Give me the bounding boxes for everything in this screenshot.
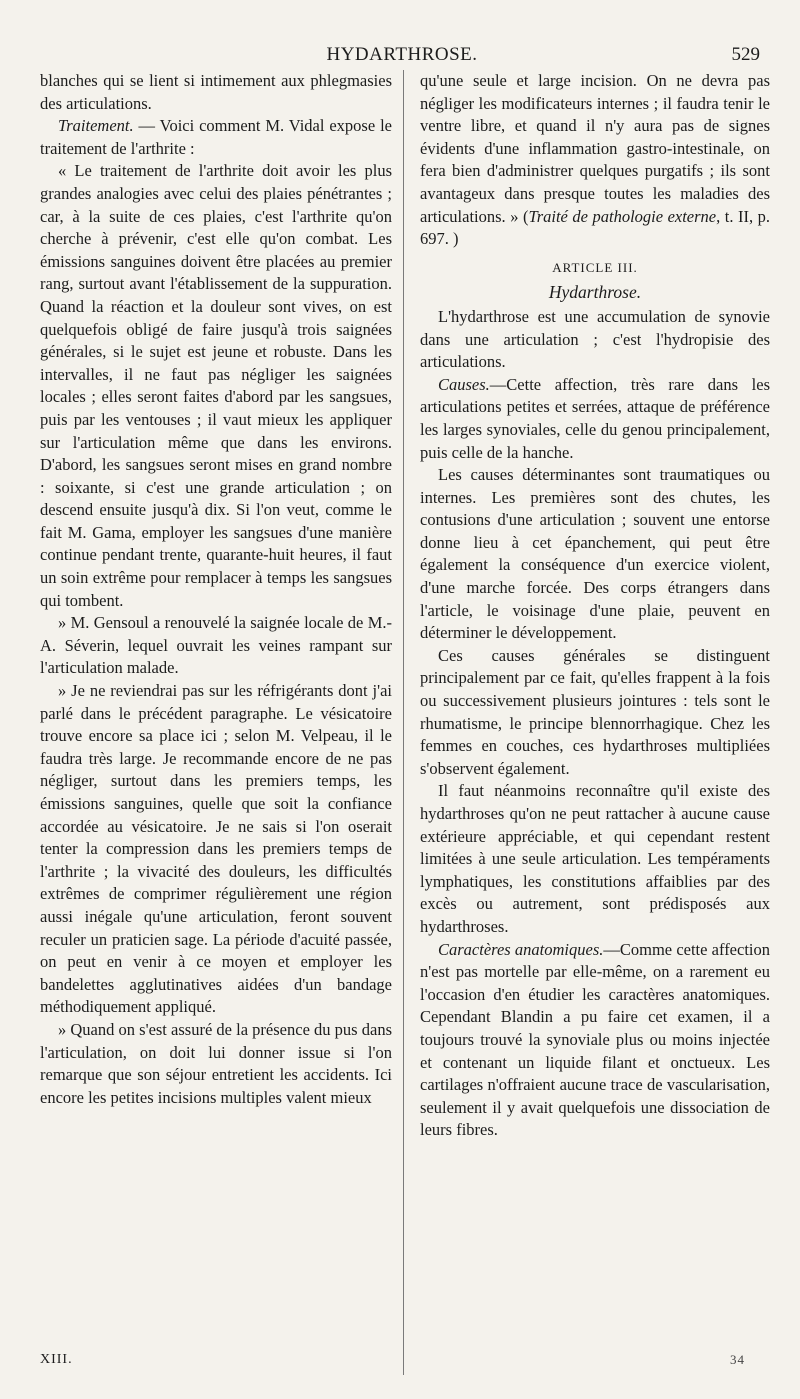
page-header <box>40 44 764 68</box>
paragraph: « Le traitement de l'arthrite doit avoir les plus grandes analogies avec celui des plaies pénétrantes ; car, à la suite de ces plaies, c'est l'arthrite qu'on cherche à prévenir, c'est elle qu'on combat. Les émissions sanguines doivent être placées au premier rang, surtout avant l'établissement de la suppuration. Quand la réaction et la douleur sont vives, on est quelquefois obligé de faire jusqu'à trois saignées générales, si le sujet est jeune et robuste. Dans les intervalles, il ne faut pas négliger les saignées locales ; elles seront faites d'abord par les sangsues, puis par les ventouses ; il vaut mieux les appliquer sur l'articulation même que dans les environs. D'abord, les sangsues seront mises en grand nombre : soixante, si c'est une grande articulation ; on descend ensuite jusqu'à dix. Si l'on veut, comme le fait M. Gama, employer les sangsues d'une manière continue pendant trente, quarante-huit heures, il faut un soin extrême pour remplacer à temps les sangsues qui tombent. <box>40 161 392 610</box>
paragraph: Les causes déterminantes sont traumatiques ou internes. Les premières sont des chutes, les contusions d'une articulation ; souvent une entorse donne lieu à cet épanchement, qui peut être également la conséquence d'un exercice violent, d'une marche forcée. Des corps étrangers dans l'article, le voisinage d'une plaie, peuvent en déterminer le développement. <box>420 465 770 643</box>
left-column <box>40 70 392 1109</box>
column-divider <box>403 70 404 1375</box>
paragraph: L'hydarthrose est une accumulation de synovie dans une articulation ; c'est l'hydropisie des articulations. <box>420 306 770 372</box>
paragraph-text: — Voici comment M. Vidal expose le traitement de l'arthrite : <box>40 116 392 158</box>
citation-title: Traité de pathologie externe <box>528 206 717 226</box>
paragraph: » Je ne reviendrai pas sur les réfrigérants dont j'ai parlé dans le précédent paragraphe. Le vésicatoire trouve encore sa place ici ; selon M. Velpeau, il le faudra très large. Je recommande encore de ne pas négliger, surtout dans les premiers temps, les émissions sanguines, quelle que soit la confiance accordée au vésicatoire. Je ne sais si l'on oserait tenter la compression dans les premiers temps de l'arthrite ; la vivacité des douleurs, les difficultés extrêmes de comprimer régulièrement une région aussi inégale qu'une articulation, feront souvent reculer un praticien sage. La période d'acuité passée, on peut en venir à ce moyen et employer les bandelettes agglutinatives aidées d'un bandage méthodiquement appliqué. <box>40 681 392 1017</box>
page-number: 529 <box>731 44 760 65</box>
paragraph: » Quand on s'est assuré de la présence du pus dans l'articulation, on doit lui donner issue si l'on remarque que son séjour entretient les accidents. Ici encore les petites incisions multiples valent mieux <box>40 1019 392 1107</box>
paragraph-text: —Comme cette affection n'est pas mortelle par elle-même, on a rarement eu l'occasion d'en étudier les caractères anatomiques. Cependant Blandin a pu faire cet examen, il a toujours trouvé la synoviale plus ou moins injectée et contenant un liquide filant et onctueux. Les cartilages n'offraient aucune trace de vascularisation, seulement il y avait quelquefois une dissociation de leurs fibres. <box>420 939 770 1140</box>
paragraph-lead: Caractères anatomiques. <box>438 939 604 959</box>
paragraph: blanches qui se lient si intimement aux phlegmasies des articulations. <box>40 71 392 113</box>
paragraph-text: —Cette affection, très rare dans les articulations petites et serrées, attaque de préférence les larges synoviales, celle du genou principalement, puis celle de la hanche. <box>420 374 770 462</box>
signature-number: 34 <box>730 1352 745 1367</box>
paragraph <box>420 70 770 251</box>
paragraph-text: , t. II, p. 697. ) <box>420 206 770 249</box>
paragraph: Ces causes générales se distinguent principalement par ce fait, qu'elles frappent à la fois ou successivement plusieurs jointures : tels sont le rhumatisme, le principe blennorrhagique. Chez les femmes en couches, ces hydarthroses multipliées s'observent également. <box>420 645 770 778</box>
signature-mark: XIII. <box>40 1352 73 1367</box>
article-label: ARTICLE III. <box>552 259 638 275</box>
section-title: Hydarthrose. <box>548 282 642 303</box>
paragraph: Il faut néanmoins reconnaître qu'il existe des hydarthroses qu'on ne peut rattacher à aucune cause extérieure appréciable, et qui cependant restent limitées à une seule articulation. Les tempéraments lymphatiques, les constitutions affaiblies par des excès ou autrement, sont prédisposés aux hydarthroses. <box>420 781 770 936</box>
paragraph <box>420 374 770 464</box>
paragraph <box>420 939 770 1142</box>
paragraph-lead: Traitement. <box>58 116 134 136</box>
paragraph-lead: Causes. <box>438 374 490 394</box>
running-head: HYDARTHROSE. <box>326 44 478 65</box>
right-column <box>420 70 770 1142</box>
paragraph <box>40 115 392 160</box>
paragraph-text: qu'une seule et large incision. On ne devra pas négliger les modificateurs internes ; il faudra tenir le ventre libre, et quand il n'y aura pas de signes évidents d'une inflammation gastro-intestinale, on fera bien d'administrer quelques purgatifs ; ils sont avantageux dans presque toutes les maladies des articulations. » ( <box>420 71 770 226</box>
paragraph: » M. Gensoul a renouvelé la saignée locale de M.-A. Séverin, lequel ouvrait les veines rampant sur l'articulation malade. <box>40 613 392 678</box>
